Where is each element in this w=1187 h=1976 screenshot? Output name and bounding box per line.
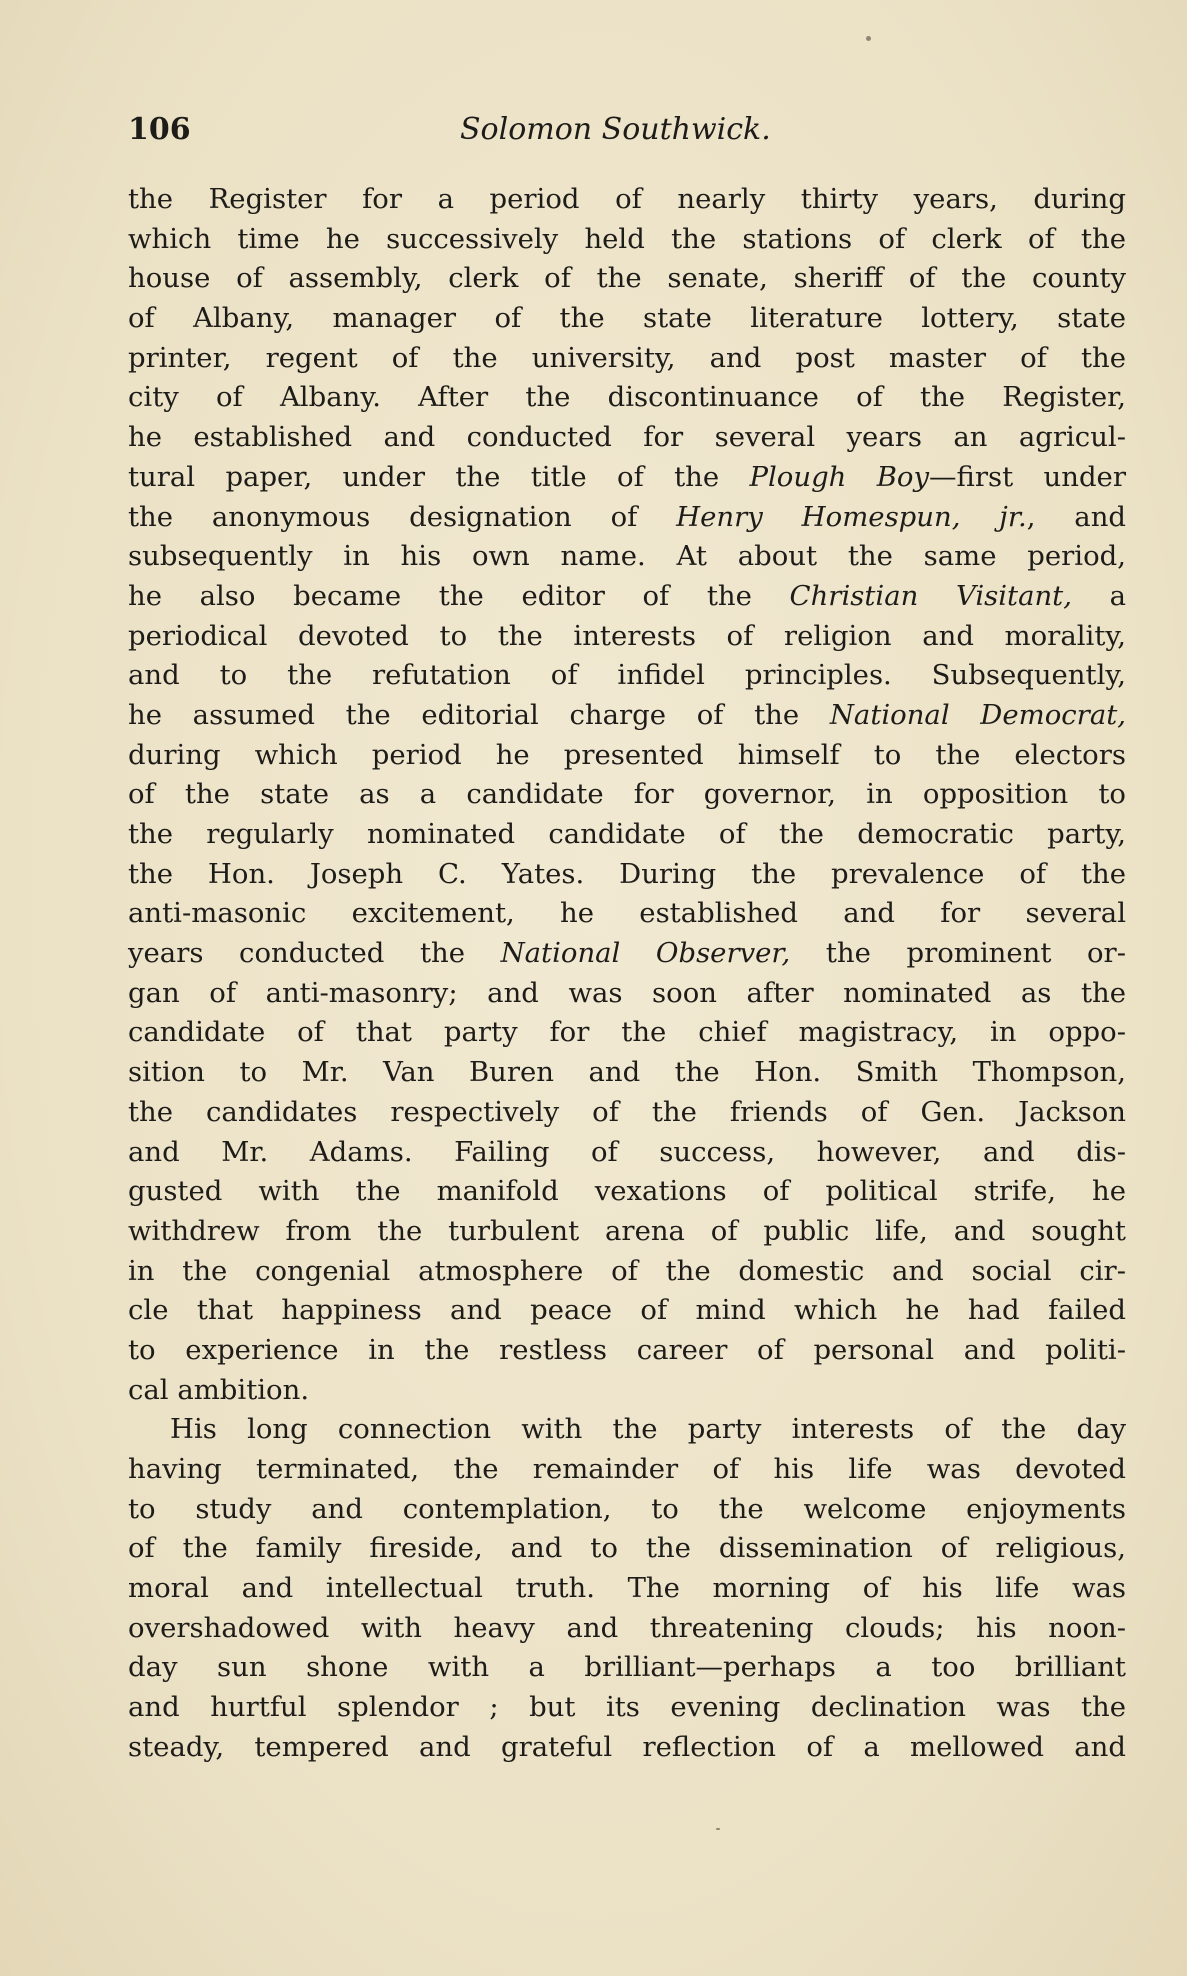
text-line: withdrew from the turbulent arena of public life, and sought xyxy=(128,1214,1126,1247)
text-line: gusted with the manifold vexations of political strife, he xyxy=(128,1175,1126,1208)
ink-speck xyxy=(716,1828,720,1830)
text-run: a xyxy=(1071,579,1126,612)
text-run: tural paper, under the title of the xyxy=(128,460,750,493)
text-line: the candidates respectively of the friends of Gen. Jackson xyxy=(128,1095,1126,1128)
italic-title: National Observer, xyxy=(500,937,791,970)
italic-name: Henry Homespun, jr. xyxy=(676,500,1027,533)
text-line: he established and conducted for several years an agricul- xyxy=(128,421,1126,454)
body-text xyxy=(128,180,1126,1768)
text-line: to experience in the restless career of personal and politi- xyxy=(128,1333,1126,1366)
text-line: overshadowed with heavy and threatening clouds; his noon- xyxy=(128,1611,1126,1644)
text-line: cal ambition. xyxy=(128,1373,310,1406)
text-line: printer, regent of the university, and post master of the xyxy=(128,341,1126,374)
text-line: steady, tempered and grateful reflection of a mellowed and xyxy=(128,1730,1126,1763)
page-header xyxy=(128,112,1128,162)
text-line: of the state as a candidate for governor, in opposition to xyxy=(128,778,1126,811)
page-number: 106 xyxy=(128,112,191,147)
text-line: day sun shone with a brilliant—perhaps a too brilliant xyxy=(128,1651,1126,1684)
text-line: and Mr. Adams. Failing of success, however, and dis- xyxy=(128,1135,1126,1168)
text-line: of Albany, manager of the state literature lottery, state xyxy=(128,302,1126,335)
text-line: the Hon. Joseph C. Yates. During the prevalence of the xyxy=(128,857,1126,890)
text-line: periodical devoted to the interests of religion and morality, xyxy=(128,619,1126,652)
running-title: Solomon Southwick. xyxy=(460,112,771,147)
text-line: house of assembly, clerk of the senate, sheriff of the county xyxy=(128,262,1126,295)
text-run: he also became the editor of the xyxy=(128,579,790,612)
text-line: which time he successively held the stations of clerk of the xyxy=(128,222,1126,255)
ink-speck xyxy=(866,36,871,41)
italic-title: Plough Boy xyxy=(749,460,930,493)
text-run: , and xyxy=(1026,500,1127,533)
text-line: during which period he presented himself to the electors xyxy=(128,738,1126,771)
text-run: the anonymous designation of xyxy=(128,500,677,533)
text-line: the regularly nominated candidate of the democratic party, xyxy=(128,818,1126,850)
italic-title: National Democrat, xyxy=(829,698,1127,731)
text-line: to study and contemplation, to the welcome enjoyments xyxy=(128,1492,1126,1525)
text-run: he assumed the editorial charge of the xyxy=(128,698,830,731)
text-line: sition to Mr. Van Buren and the Hon. Smith Thompson, xyxy=(128,1056,1126,1089)
text-line: candidate of that party for the chief magistracy, in oppo- xyxy=(128,1016,1126,1049)
text-line: city of Albany. After the discontinuance of the Register, xyxy=(128,381,1126,414)
italic-title: Christian Visitant, xyxy=(789,579,1072,612)
text-line xyxy=(128,577,1126,617)
text-run: —first under xyxy=(929,460,1126,493)
text-line: the Register for a period of nearly thirty years, during xyxy=(128,183,1126,215)
text-line: subsequently in his own name. At about the same period, xyxy=(128,540,1126,573)
text-run: years conducted the xyxy=(128,937,501,970)
text-line: and to the refutation of infidel principles. Subsequently, xyxy=(128,659,1126,692)
text-line: and hurtful splendor ; but its evening declination was the xyxy=(128,1691,1126,1724)
text-line: moral and intellectual truth. The morning of his life was xyxy=(128,1572,1126,1605)
text-line: of the family fireside, and to the dissemination of religious, xyxy=(128,1532,1126,1565)
text-line xyxy=(128,934,1126,974)
text-line xyxy=(128,696,1126,736)
text-run: the prominent or- xyxy=(790,937,1126,970)
text-line: His long connection with the party interests of the day xyxy=(170,1413,1126,1446)
text-line: anti-masonic excitement, he established and for several xyxy=(128,897,1126,930)
text-line: gan of anti-masonry; and was soon after nominated as the xyxy=(128,976,1126,1009)
text-line: in the congenial atmosphere of the domestic and social cir- xyxy=(128,1254,1126,1287)
text-line xyxy=(128,458,1126,498)
text-line: cle that happiness and peace of mind which he had failed xyxy=(128,1294,1126,1327)
text-line xyxy=(128,498,1126,538)
text-line: having terminated, the remainder of his life was devoted xyxy=(128,1453,1126,1485)
